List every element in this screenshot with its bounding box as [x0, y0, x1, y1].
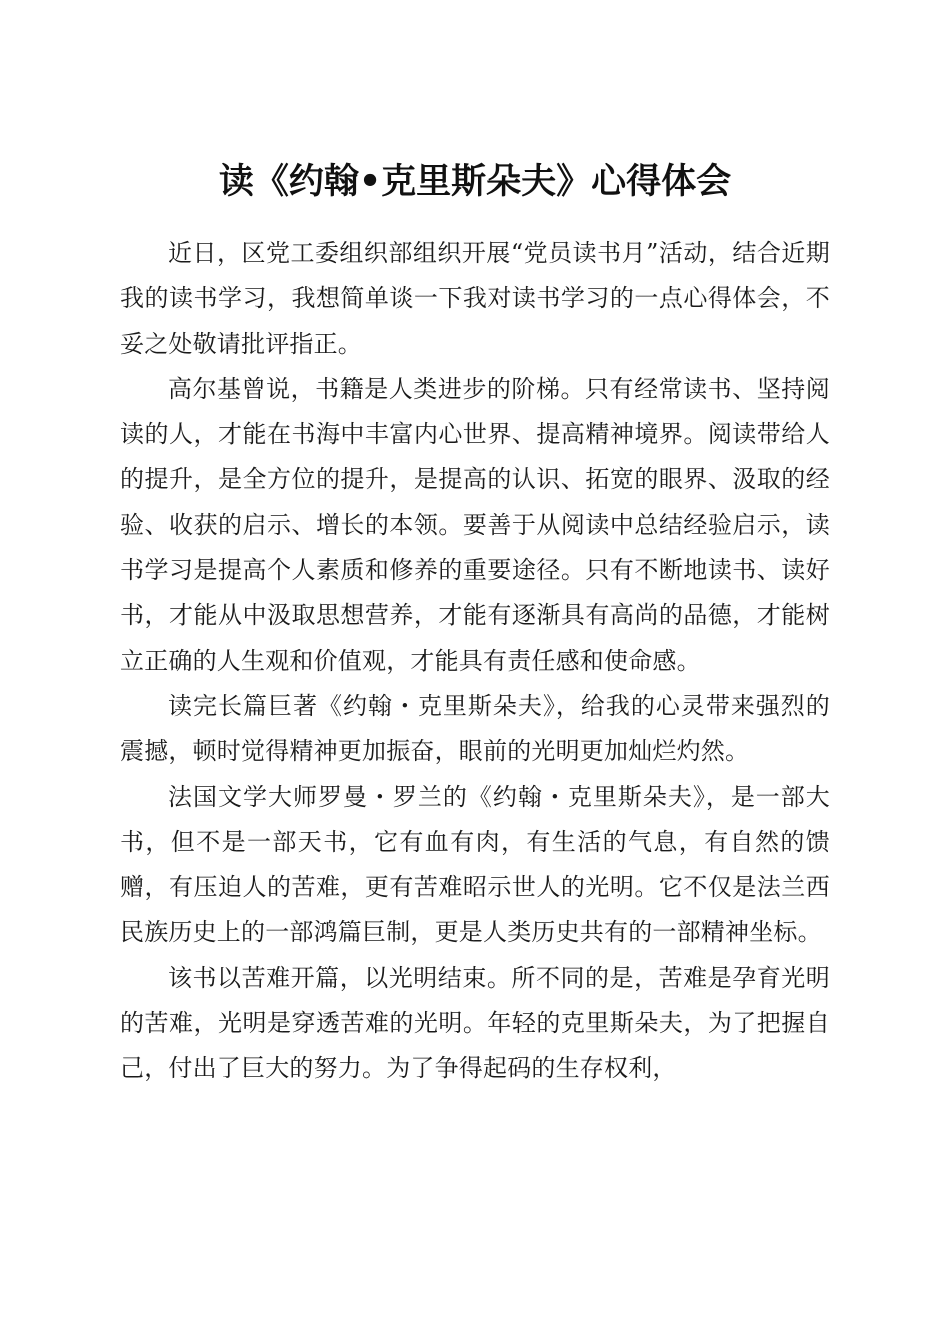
paragraph: 读完长篇巨著《约翰・克里斯朵夫》，给我的心灵带来强烈的震撼，顿时觉得精神更加振奋，眼前的光明更加灿烂灼然。 [120, 691, 830, 766]
paragraph: 法国文学大师罗曼・罗兰的《约翰・克里斯朵夫》，是一部大书，但不是一部天书，它有血有肉，有生活的气息，有自然的馈赠，有压迫人的苦难，更有苦难昭示世人的光明。它不仅是法兰西民族历史上的一部鸿篇巨制，更是人类历史共有的一部精神坐标。 [120, 782, 830, 947]
document-body [120, 231, 830, 1092]
paragraph: 高尔基曾说，书籍是人类进步的阶梯。只有经常读书、坚持阅读的人，才能在书海中丰富内心世界、提高精神境界。阅读带给人的提升，是全方位的提升，是提高的认识、拓宽的眼界、汲取的经验、收获的启示、增长的本领。要善于从阅读中总结经验启示，读书学习是提高个人素质和修养的重要途径。只有不断地读书、读好书，才能从中汲取思想营养，才能有逐渐具有高尚的品德，才能树立正确的人生观和价值观，才能具有责任感和使命感。 [120, 374, 830, 675]
paragraph: 近日，区党工委组织部组织开展“党员读书月”活动，结合近期我的读书学习，我想简单谈一下我对读书学习的一点心得体会，不妥之处敬请批评指正。 [120, 239, 830, 358]
paragraph: 该书以苦难开篇，以光明结束。所不同的是，苦难是孕育光明的苦难，光明是穿透苦难的光明。年轻的克里斯朵夫，为了把握自己，付出了巨大的努力。为了争得起码的生存权利， [120, 963, 830, 1083]
document-title: 读《约翰•克里斯朵夫》心得体会 [218, 161, 732, 203]
